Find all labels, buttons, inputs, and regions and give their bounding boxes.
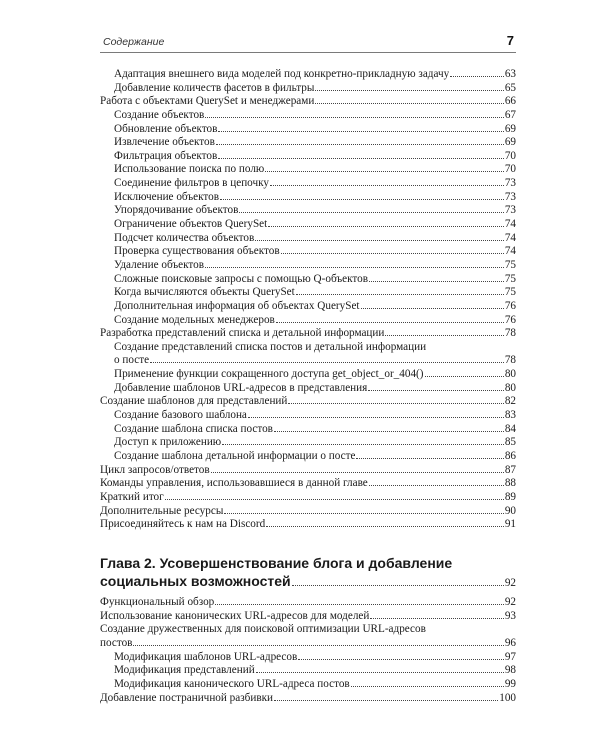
dot-leader <box>274 700 498 701</box>
toc-entry[interactable] <box>100 423 516 437</box>
toc-entry-title: Доступ к приложению <box>114 436 222 449</box>
dot-leader <box>276 322 504 323</box>
toc-entry-title: Использование поиска по полю <box>114 163 265 176</box>
toc-entry-title: Присоединяйтесь к нам на Discord <box>100 518 266 531</box>
toc-entry-page: 66 <box>504 95 516 108</box>
toc-entry[interactable] <box>100 204 516 218</box>
toc-entry-title: Исключение объектов <box>114 190 219 203</box>
toc-entry-page: 74 <box>504 218 516 231</box>
toc-entry-page: 100 <box>499 691 516 704</box>
toc-entry-title: Создание шаблона детальной информации о посте <box>114 449 356 462</box>
dot-leader <box>292 585 504 586</box>
toc-entry-page: 65 <box>504 81 516 94</box>
page-header <box>100 32 516 53</box>
toc-entry[interactable] <box>100 177 516 191</box>
toc-entry-page: 76 <box>504 313 516 326</box>
toc-entry-page: 73 <box>504 204 516 217</box>
toc-entry-title: Добавление шаблонов URL-адресов в представления <box>114 381 368 394</box>
toc-entry-page: 73 <box>504 177 516 190</box>
toc-entry-page: 92 <box>504 596 516 608</box>
dot-leader <box>211 472 504 473</box>
toc-entry[interactable] <box>100 450 516 464</box>
toc-entry-title: Добавление количеств фасетов в фильтры <box>114 81 315 94</box>
toc-entry[interactable] <box>100 651 516 665</box>
toc-entry[interactable] <box>100 395 516 409</box>
toc-entry-title: Упорядочивание объектов <box>114 204 239 217</box>
running-header-title: Содержание <box>103 36 165 48</box>
toc-entry-title: Цикл запросов/ответов <box>100 463 210 476</box>
toc-entry[interactable] <box>100 82 516 96</box>
dot-leader <box>255 240 504 241</box>
toc-entry[interactable] <box>100 664 516 678</box>
dot-leader <box>216 144 504 145</box>
dot-leader <box>220 199 504 200</box>
toc-entry[interactable] <box>100 300 516 314</box>
toc-entry-page: 70 <box>504 163 516 176</box>
toc-entry-page: 84 <box>504 422 516 435</box>
toc-entry-title: Обновление объектов <box>114 122 218 135</box>
toc-entry-title: Соединение фильтров в цепочку <box>114 177 269 190</box>
toc-entry-page: 75 <box>504 272 516 285</box>
toc-entry[interactable] <box>100 163 516 177</box>
toc-entry-title: Применение функции сокращенного доступа get_object_or_404() <box>114 368 424 381</box>
toc-entry-title: Удаление объектов <box>114 258 205 271</box>
toc-entry-page: 78 <box>504 327 516 340</box>
toc-entry-page: 73 <box>504 190 516 203</box>
toc-entry-title-line1: Создание представлений списка постов и детальной информации <box>114 340 427 353</box>
toc-entry[interactable] <box>100 232 516 246</box>
toc-entry-title-line2: постов <box>100 636 133 649</box>
toc-entry-title: Когда вычисляются объекты QuerySet <box>114 286 295 299</box>
dot-leader <box>218 131 503 132</box>
toc-entry-title: Создание шаблонов для представлений <box>100 395 288 408</box>
dot-leader <box>296 294 504 295</box>
toc-entry[interactable] <box>100 341 516 368</box>
dot-leader <box>248 417 504 418</box>
dot-leader <box>268 226 504 227</box>
toc-entry-title: Создание шаблона списка постов <box>114 422 273 435</box>
toc-entry-page: 91 <box>504 518 516 531</box>
chapter-title-line1: Глава 2. Усовершенствование блога и добавление <box>100 555 453 571</box>
dot-leader <box>218 158 504 159</box>
toc-entry[interactable] <box>100 623 516 650</box>
toc-entry-page: 67 <box>504 108 516 121</box>
dot-leader <box>215 604 504 605</box>
toc-entry-page: 78 <box>504 354 516 367</box>
toc-entry[interactable] <box>100 368 516 382</box>
toc-entry-title: Функциональный обзор <box>100 596 215 608</box>
toc-entry-title: Разработка представлений списка и детальной информации <box>100 327 385 340</box>
toc-entry[interactable] <box>100 382 516 396</box>
toc-entry-page: 69 <box>504 136 516 149</box>
dot-leader <box>224 513 503 514</box>
dot-leader <box>266 526 504 527</box>
toc-entry-page: 74 <box>504 245 516 258</box>
toc-entry[interactable] <box>100 409 516 423</box>
dot-leader <box>239 212 503 213</box>
toc-entry-page: 74 <box>504 231 516 244</box>
toc-entry[interactable] <box>100 123 516 137</box>
dot-leader <box>288 403 503 404</box>
toc-entry-page: 69 <box>504 122 516 135</box>
toc-entry-title: Использование канонических URL-адресов для моделей <box>100 609 370 622</box>
toc-entry[interactable] <box>100 596 516 610</box>
toc-entry-title: Фильтрация объектов <box>114 149 218 162</box>
toc-entry-title-line2: о посте <box>114 354 150 367</box>
dot-leader <box>256 672 504 673</box>
toc-entry-page: 76 <box>504 299 516 312</box>
toc-entry-page: 99 <box>504 677 516 690</box>
toc-entry-title: Ограничение объектов QuerySet <box>114 218 268 231</box>
dot-leader <box>369 281 504 282</box>
dot-leader <box>270 185 504 186</box>
toc-entry[interactable] <box>100 692 516 706</box>
toc-entry-title: Модификация канонического URL-адреса постов <box>114 677 350 690</box>
dot-leader <box>385 335 503 336</box>
dot-leader <box>274 431 504 432</box>
dot-leader <box>315 90 503 91</box>
toc-entry-page: 87 <box>504 463 516 476</box>
toc-entry[interactable] <box>100 610 516 624</box>
toc-entry-title: Извлечение объектов <box>114 136 215 149</box>
toc-entry[interactable] <box>100 259 516 273</box>
toc-entry[interactable] <box>100 109 516 123</box>
toc-entry-title: Дополнительные ресурсы <box>100 504 224 517</box>
dot-leader <box>205 117 503 118</box>
toc-entry-title: Модификация представлений <box>114 664 255 677</box>
toc-entry[interactable] <box>100 327 516 341</box>
toc-entry[interactable] <box>100 477 516 491</box>
dot-leader <box>150 362 504 363</box>
dot-leader <box>450 76 504 77</box>
toc-section-chapter2 <box>100 596 516 705</box>
toc-entry[interactable] <box>100 505 516 519</box>
toc-entry-title: Модификация шаблонов URL-адресов <box>114 650 298 663</box>
toc-entry[interactable] <box>100 273 516 287</box>
dot-leader <box>281 253 504 254</box>
toc-entry-title: Создание объектов <box>114 108 205 121</box>
toc-entry[interactable] <box>100 191 516 205</box>
toc-entry-page: 83 <box>504 409 516 422</box>
toc-entry-page: 86 <box>504 449 516 462</box>
toc-section-chapter1 <box>100 68 516 532</box>
dot-leader <box>315 103 503 104</box>
dot-leader <box>222 444 504 445</box>
toc-entry-title: Создание базового шаблона <box>114 409 247 422</box>
toc-entry-page: 63 <box>504 68 516 80</box>
toc-entry[interactable] <box>100 218 516 232</box>
toc-entry-title: Проверка существования объектов <box>114 245 280 258</box>
toc-entry-page: 88 <box>504 477 516 490</box>
toc-entry[interactable] <box>100 286 516 300</box>
toc-entry-page: 89 <box>504 490 516 503</box>
toc-entry[interactable] <box>100 314 516 328</box>
toc-entry-page: 85 <box>504 436 516 449</box>
toc-entry-page: 80 <box>504 368 516 381</box>
toc-entry[interactable] <box>100 436 516 450</box>
toc-entry[interactable] <box>100 245 516 259</box>
toc-entry-page: 80 <box>504 381 516 394</box>
dot-leader <box>368 390 504 391</box>
toc-entry-page: 98 <box>504 664 516 677</box>
dot-leader <box>356 458 503 459</box>
toc-entry-page: 82 <box>504 395 516 408</box>
page-number: 7 <box>506 33 514 48</box>
toc-entry-page: 70 <box>504 149 516 162</box>
toc-entry-title: Подсчет количества объектов <box>114 231 255 244</box>
dot-leader <box>369 485 504 486</box>
toc-entry[interactable] <box>100 491 516 505</box>
toc-entry-title-line1: Создание дружественных для поисковой оптимизации URL-адресов <box>100 623 426 636</box>
dot-leader <box>133 645 503 646</box>
toc-entry-title: Дополнительная информация об объектах QuerySet <box>114 299 360 312</box>
toc-entry-title: Работа с объектами QuerySet и менеджерами <box>100 95 315 108</box>
toc-entry-title: Команды управления, использовавшиеся в данной главе <box>100 477 368 490</box>
dot-leader <box>265 171 504 172</box>
dot-leader <box>165 499 504 500</box>
toc-entry-page: 96 <box>504 636 516 649</box>
toc-entry[interactable] <box>100 464 516 478</box>
dot-leader <box>361 308 504 309</box>
toc-entry[interactable] <box>100 678 516 692</box>
chapter-title-text: социальных возможностей <box>100 573 291 589</box>
toc-entry-page: 90 <box>504 504 516 517</box>
toc-entry-title: Добавление постраничной разбивки <box>100 691 274 704</box>
dot-leader <box>370 618 503 619</box>
chapter-title-line2 <box>100 572 516 592</box>
toc-entry[interactable] <box>100 68 516 82</box>
toc-entry-title: Сложные поисковые запросы с помощью Q-объектов <box>114 272 369 285</box>
toc-entry-page: 97 <box>504 650 516 663</box>
toc-entry-page: 75 <box>504 258 516 271</box>
chapter-heading <box>100 554 516 592</box>
dot-leader <box>298 659 504 660</box>
toc-entry[interactable] <box>100 150 516 164</box>
toc-entry[interactable] <box>100 136 516 150</box>
toc-entry-title: Создание модельных менеджеров <box>114 313 275 326</box>
toc-entry-page: 75 <box>504 286 516 299</box>
dot-leader <box>351 686 504 687</box>
toc-entry-title: Адаптация внешнего вида моделей под конкретно-прикладную задачу <box>114 68 450 80</box>
dot-leader <box>205 267 504 268</box>
toc-entry[interactable] <box>100 95 516 109</box>
dot-leader <box>425 376 504 377</box>
toc-entry-page: 93 <box>504 609 516 622</box>
toc-entry-title: Краткий итог <box>100 490 164 503</box>
toc-entry[interactable] <box>100 518 516 532</box>
chapter-page: 92 <box>504 577 516 589</box>
